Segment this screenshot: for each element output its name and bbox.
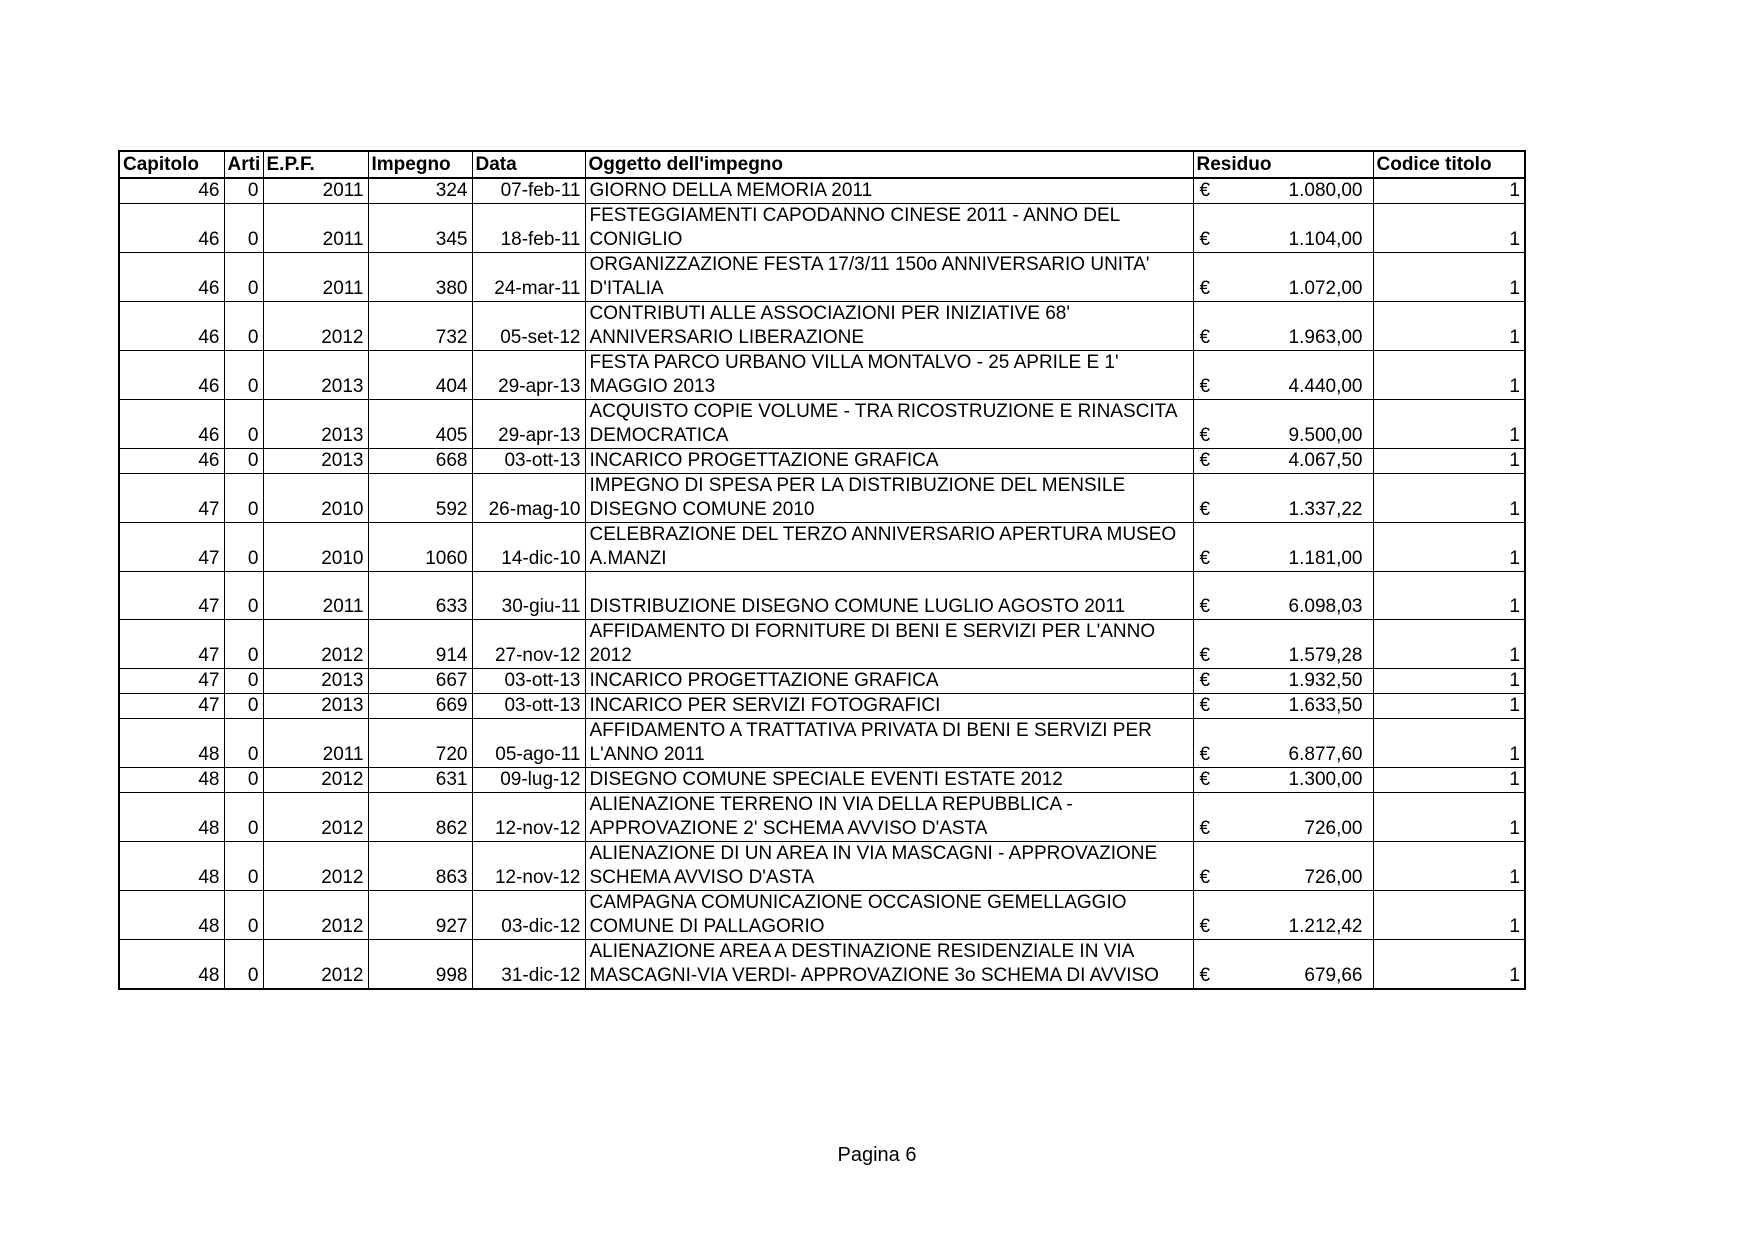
cell-data: 14-dic-10 bbox=[472, 523, 585, 572]
residuo-value bbox=[1200, 228, 1363, 252]
currency-symbol: € bbox=[1199, 695, 1211, 716]
cell-data: 29-apr-13 bbox=[472, 351, 585, 400]
cell-articolo: 0 bbox=[224, 178, 263, 204]
cell-residuo bbox=[1193, 940, 1373, 990]
impegni-table bbox=[118, 150, 1526, 990]
cell-data: 09-lug-12 bbox=[472, 768, 585, 793]
cell-oggetto: ALIENAZIONE DI UN AREA IN VIA MASCAGNI - APPROVAZIONE SCHEMA AVVISO D'ASTA bbox=[585, 842, 1193, 891]
table-row bbox=[119, 253, 1525, 302]
cell-data: 12-nov-12 bbox=[472, 793, 585, 842]
residuo-amount: 1.633,50 bbox=[1288, 695, 1363, 716]
cell-residuo bbox=[1193, 302, 1373, 351]
cell-data: 03-ott-13 bbox=[472, 449, 585, 474]
cell-articolo: 0 bbox=[224, 940, 263, 990]
currency-symbol: € bbox=[1199, 548, 1211, 569]
cell-oggetto: AFFIDAMENTO DI FORNITURE DI BENI E SERVIZI PER L'ANNO 2012 bbox=[585, 620, 1193, 669]
currency-symbol: € bbox=[1199, 867, 1211, 888]
cell-impegno: 404 bbox=[368, 351, 472, 400]
cell-capitolo: 48 bbox=[119, 891, 224, 940]
cell-impegno: 927 bbox=[368, 891, 472, 940]
residuo-value bbox=[1200, 694, 1363, 718]
cell-data: 03-ott-13 bbox=[472, 669, 585, 694]
residuo-amount: 1.337,22 bbox=[1288, 499, 1363, 520]
cell-residuo bbox=[1193, 842, 1373, 891]
cell-epf: 2012 bbox=[263, 891, 368, 940]
residuo-amount: 4.067,50 bbox=[1288, 450, 1363, 471]
cell-impegno: 998 bbox=[368, 940, 472, 990]
cell-residuo bbox=[1193, 572, 1373, 620]
cell-capitolo: 46 bbox=[119, 302, 224, 351]
cell-articolo: 0 bbox=[224, 523, 263, 572]
cell-capitolo: 48 bbox=[119, 768, 224, 793]
cell-articolo: 0 bbox=[224, 351, 263, 400]
cell-residuo bbox=[1193, 719, 1373, 768]
cell-capitolo: 48 bbox=[119, 793, 224, 842]
cell-residuo bbox=[1193, 474, 1373, 523]
cell-oggetto: CELEBRAZIONE DEL TERZO ANNIVERSARIO APERTURA MUSEO A.MANZI bbox=[585, 523, 1193, 572]
residuo-value bbox=[1200, 326, 1363, 350]
currency-symbol: € bbox=[1199, 376, 1211, 397]
cell-oggetto: DISEGNO COMUNE SPECIALE EVENTI ESTATE 2012 bbox=[585, 768, 1193, 793]
cell-codice: 1 bbox=[1373, 572, 1525, 620]
cell-capitolo: 46 bbox=[119, 204, 224, 253]
cell-impegno: 592 bbox=[368, 474, 472, 523]
cell-epf: 2011 bbox=[263, 204, 368, 253]
currency-symbol: € bbox=[1199, 596, 1211, 617]
cell-codice: 1 bbox=[1373, 302, 1525, 351]
residuo-amount: 726,00 bbox=[1304, 867, 1363, 888]
cell-residuo bbox=[1193, 204, 1373, 253]
cell-oggetto: FESTEGGIAMENTI CAPODANNO CINESE 2011 - ANNO DEL CONIGLIO bbox=[585, 204, 1193, 253]
residuo-value bbox=[1200, 277, 1363, 301]
cell-capitolo: 46 bbox=[119, 178, 224, 204]
cell-epf: 2013 bbox=[263, 400, 368, 449]
residuo-amount: 1.181,00 bbox=[1288, 548, 1363, 569]
cell-articolo: 0 bbox=[224, 891, 263, 940]
cell-epf: 2012 bbox=[263, 302, 368, 351]
cell-oggetto: INCARICO PROGETTAZIONE GRAFICA bbox=[585, 669, 1193, 694]
currency-symbol: € bbox=[1199, 180, 1211, 201]
cell-capitolo: 47 bbox=[119, 523, 224, 572]
table-body bbox=[119, 178, 1525, 989]
residuo-value bbox=[1200, 547, 1363, 571]
currency-symbol: € bbox=[1199, 965, 1211, 986]
cell-epf: 2012 bbox=[263, 940, 368, 990]
cell-data: 24-mar-11 bbox=[472, 253, 585, 302]
cell-codice: 1 bbox=[1373, 940, 1525, 990]
cell-articolo: 0 bbox=[224, 204, 263, 253]
cell-residuo bbox=[1193, 694, 1373, 719]
residuo-value bbox=[1200, 915, 1363, 939]
residuo-amount: 1.080,00 bbox=[1288, 180, 1363, 201]
residuo-value bbox=[1200, 449, 1363, 473]
cell-codice: 1 bbox=[1373, 891, 1525, 940]
cell-codice: 1 bbox=[1373, 694, 1525, 719]
residuo-value bbox=[1200, 375, 1363, 399]
residuo-value bbox=[1200, 179, 1363, 203]
cell-data: 12-nov-12 bbox=[472, 842, 585, 891]
cell-residuo bbox=[1193, 400, 1373, 449]
residuo-value bbox=[1200, 644, 1363, 668]
cell-articolo: 0 bbox=[224, 793, 263, 842]
cell-oggetto: AFFIDAMENTO A TRATTATIVA PRIVATA DI BENI E SERVIZI PER L'ANNO 2011 bbox=[585, 719, 1193, 768]
cell-impegno: 862 bbox=[368, 793, 472, 842]
cell-capitolo: 47 bbox=[119, 572, 224, 620]
header-impegno: Impegno bbox=[368, 151, 472, 178]
cell-capitolo: 46 bbox=[119, 253, 224, 302]
table-row bbox=[119, 694, 1525, 719]
residuo-amount: 679,66 bbox=[1304, 965, 1363, 986]
cell-capitolo: 48 bbox=[119, 842, 224, 891]
cell-data: 03-ott-13 bbox=[472, 694, 585, 719]
cell-capitolo: 47 bbox=[119, 669, 224, 694]
cell-epf: 2010 bbox=[263, 523, 368, 572]
cell-articolo: 0 bbox=[224, 302, 263, 351]
cell-oggetto: ORGANIZZAZIONE FESTA 17/3/11 150o ANNIVERSARIO UNITA' D'ITALIA bbox=[585, 253, 1193, 302]
cell-oggetto: FESTA PARCO URBANO VILLA MONTALVO - 25 APRILE E 1' MAGGIO 2013 bbox=[585, 351, 1193, 400]
residuo-amount: 1.963,00 bbox=[1288, 327, 1363, 348]
cell-articolo: 0 bbox=[224, 620, 263, 669]
header-oggetto: Oggetto dell'impegno bbox=[585, 151, 1193, 178]
currency-symbol: € bbox=[1199, 645, 1211, 666]
residuo-amount: 1.212,42 bbox=[1288, 916, 1363, 937]
cell-impegno: 720 bbox=[368, 719, 472, 768]
cell-data: 03-dic-12 bbox=[472, 891, 585, 940]
cell-capitolo: 48 bbox=[119, 719, 224, 768]
table-row bbox=[119, 523, 1525, 572]
residuo-value bbox=[1200, 866, 1363, 890]
cell-oggetto: ACQUISTO COPIE VOLUME - TRA RICOSTRUZIONE E RINASCITA DEMOCRATICA bbox=[585, 400, 1193, 449]
cell-epf: 2011 bbox=[263, 572, 368, 620]
currency-symbol: € bbox=[1199, 425, 1211, 446]
cell-articolo: 0 bbox=[224, 719, 263, 768]
residuo-amount: 4.440,00 bbox=[1288, 376, 1363, 397]
currency-symbol: € bbox=[1199, 327, 1211, 348]
cell-codice: 1 bbox=[1373, 474, 1525, 523]
cell-capitolo: 46 bbox=[119, 351, 224, 400]
cell-capitolo: 47 bbox=[119, 620, 224, 669]
cell-impegno: 631 bbox=[368, 768, 472, 793]
cell-capitolo: 48 bbox=[119, 940, 224, 990]
page-number: Pagina 6 bbox=[837, 1144, 917, 1166]
cell-epf: 2010 bbox=[263, 474, 368, 523]
currency-symbol: € bbox=[1199, 769, 1211, 790]
cell-epf: 2012 bbox=[263, 620, 368, 669]
cell-codice: 1 bbox=[1373, 449, 1525, 474]
cell-capitolo: 47 bbox=[119, 694, 224, 719]
table-header bbox=[119, 151, 1525, 178]
cell-capitolo: 46 bbox=[119, 400, 224, 449]
cell-epf: 2013 bbox=[263, 669, 368, 694]
table-row bbox=[119, 178, 1525, 204]
currency-symbol: € bbox=[1199, 744, 1211, 765]
cell-data: 30-giu-11 bbox=[472, 572, 585, 620]
cell-oggetto: INCARICO PROGETTAZIONE GRAFICA bbox=[585, 449, 1193, 474]
table-row bbox=[119, 620, 1525, 669]
header-residuo: Residuo bbox=[1193, 151, 1373, 178]
currency-symbol: € bbox=[1199, 499, 1211, 520]
residuo-amount: 1.300,00 bbox=[1288, 769, 1363, 790]
cell-codice: 1 bbox=[1373, 669, 1525, 694]
cell-codice: 1 bbox=[1373, 620, 1525, 669]
cell-codice: 1 bbox=[1373, 842, 1525, 891]
residuo-value bbox=[1200, 424, 1363, 448]
residuo-amount: 726,00 bbox=[1304, 818, 1363, 839]
cell-capitolo: 47 bbox=[119, 474, 224, 523]
cell-codice: 1 bbox=[1373, 204, 1525, 253]
cell-codice: 1 bbox=[1373, 253, 1525, 302]
residuo-value bbox=[1200, 595, 1363, 619]
currency-symbol: € bbox=[1199, 450, 1211, 471]
table-row bbox=[119, 474, 1525, 523]
cell-impegno: 380 bbox=[368, 253, 472, 302]
cell-articolo: 0 bbox=[224, 253, 263, 302]
table-row bbox=[119, 669, 1525, 694]
cell-impegno: 405 bbox=[368, 400, 472, 449]
cell-epf: 2013 bbox=[263, 449, 368, 474]
cell-data: 29-apr-13 bbox=[472, 400, 585, 449]
table-row bbox=[119, 302, 1525, 351]
cell-data: 27-nov-12 bbox=[472, 620, 585, 669]
cell-impegno: 1060 bbox=[368, 523, 472, 572]
cell-impegno: 668 bbox=[368, 449, 472, 474]
cell-articolo: 0 bbox=[224, 842, 263, 891]
residuo-value bbox=[1200, 498, 1363, 522]
cell-impegno: 345 bbox=[368, 204, 472, 253]
cell-oggetto: IMPEGNO DI SPESA PER LA DISTRIBUZIONE DEL MENSILE DISEGNO COMUNE 2010 bbox=[585, 474, 1193, 523]
cell-epf: 2011 bbox=[263, 253, 368, 302]
cell-residuo bbox=[1193, 793, 1373, 842]
table-row bbox=[119, 351, 1525, 400]
header-data: Data bbox=[472, 151, 585, 178]
cell-oggetto: INCARICO PER SERVIZI FOTOGRAFICI bbox=[585, 694, 1193, 719]
cell-oggetto: CAMPAGNA COMUNICAZIONE OCCASIONE GEMELLAGGIO COMUNE DI PALLAGORIO bbox=[585, 891, 1193, 940]
cell-residuo bbox=[1193, 768, 1373, 793]
cell-data: 26-mag-10 bbox=[472, 474, 585, 523]
residuo-amount: 6.098,03 bbox=[1288, 596, 1363, 617]
cell-articolo: 0 bbox=[224, 449, 263, 474]
header-capitolo: Capitolo bbox=[119, 151, 224, 178]
cell-epf: 2012 bbox=[263, 793, 368, 842]
cell-codice: 1 bbox=[1373, 523, 1525, 572]
cell-data: 31-dic-12 bbox=[472, 940, 585, 990]
header-codice: Codice titolo bbox=[1373, 151, 1525, 178]
cell-oggetto: GIORNO DELLA MEMORIA 2011 bbox=[585, 178, 1193, 204]
cell-epf: 2012 bbox=[263, 842, 368, 891]
cell-residuo bbox=[1193, 351, 1373, 400]
table-row bbox=[119, 572, 1525, 620]
table-row bbox=[119, 400, 1525, 449]
cell-oggetto: ALIENAZIONE AREA A DESTINAZIONE RESIDENZIALE IN VIA MASCAGNI-VIA VERDI- APPROVAZIONE 3o SCHEMA DI AVVISO bbox=[585, 940, 1193, 990]
cell-articolo: 0 bbox=[224, 400, 263, 449]
residuo-value bbox=[1200, 669, 1363, 693]
residuo-amount: 1.579,28 bbox=[1288, 645, 1363, 666]
cell-articolo: 0 bbox=[224, 474, 263, 523]
cell-residuo bbox=[1193, 449, 1373, 474]
cell-residuo bbox=[1193, 253, 1373, 302]
cell-codice: 1 bbox=[1373, 400, 1525, 449]
cell-residuo bbox=[1193, 891, 1373, 940]
cell-impegno: 732 bbox=[368, 302, 472, 351]
cell-articolo: 0 bbox=[224, 768, 263, 793]
cell-impegno: 914 bbox=[368, 620, 472, 669]
cell-data: 07-feb-11 bbox=[472, 178, 585, 204]
cell-residuo bbox=[1193, 669, 1373, 694]
cell-epf: 2013 bbox=[263, 694, 368, 719]
cell-codice: 1 bbox=[1373, 719, 1525, 768]
table-row bbox=[119, 842, 1525, 891]
table-row bbox=[119, 449, 1525, 474]
residuo-amount: 1.104,00 bbox=[1288, 229, 1363, 250]
header-epf: E.P.F. bbox=[263, 151, 368, 178]
residuo-value bbox=[1200, 964, 1363, 988]
cell-residuo bbox=[1193, 620, 1373, 669]
table-row bbox=[119, 204, 1525, 253]
currency-symbol: € bbox=[1199, 818, 1211, 839]
cell-epf: 2012 bbox=[263, 768, 368, 793]
header-row bbox=[119, 151, 1525, 178]
cell-articolo: 0 bbox=[224, 572, 263, 620]
cell-articolo: 0 bbox=[224, 694, 263, 719]
currency-symbol: € bbox=[1199, 278, 1211, 299]
residuo-value bbox=[1200, 768, 1363, 792]
residuo-value bbox=[1200, 817, 1363, 841]
header-articolo: Arti bbox=[224, 151, 263, 178]
table-row bbox=[119, 768, 1525, 793]
cell-impegno: 324 bbox=[368, 178, 472, 204]
cell-impegno: 633 bbox=[368, 572, 472, 620]
residuo-amount: 1.932,50 bbox=[1288, 670, 1363, 691]
cell-residuo bbox=[1193, 523, 1373, 572]
residuo-value bbox=[1200, 743, 1363, 767]
table-row bbox=[119, 719, 1525, 768]
cell-epf: 2011 bbox=[263, 719, 368, 768]
currency-symbol: € bbox=[1199, 670, 1211, 691]
table-row bbox=[119, 891, 1525, 940]
cell-capitolo: 46 bbox=[119, 449, 224, 474]
table-row bbox=[119, 940, 1525, 990]
currency-symbol: € bbox=[1199, 229, 1211, 250]
residuo-amount: 9.500,00 bbox=[1288, 425, 1363, 446]
cell-epf: 2011 bbox=[263, 178, 368, 204]
cell-codice: 1 bbox=[1373, 793, 1525, 842]
cell-data: 05-ago-11 bbox=[472, 719, 585, 768]
cell-oggetto: CONTRIBUTI ALLE ASSOCIAZIONI PER INIZIATIVE 68' ANNIVERSARIO LIBERAZIONE bbox=[585, 302, 1193, 351]
cell-residuo bbox=[1193, 178, 1373, 204]
cell-codice: 1 bbox=[1373, 178, 1525, 204]
cell-articolo: 0 bbox=[224, 669, 263, 694]
cell-epf: 2013 bbox=[263, 351, 368, 400]
residuo-amount: 6.877,60 bbox=[1288, 744, 1363, 765]
currency-symbol: € bbox=[1199, 916, 1211, 937]
cell-impegno: 669 bbox=[368, 694, 472, 719]
cell-oggetto: DISTRIBUZIONE DISEGNO COMUNE LUGLIO AGOSTO 2011 bbox=[585, 572, 1193, 620]
residuo-amount: 1.072,00 bbox=[1288, 278, 1363, 299]
cell-impegno: 667 bbox=[368, 669, 472, 694]
cell-oggetto: ALIENAZIONE TERRENO IN VIA DELLA REPUBBLICA - APPROVAZIONE 2' SCHEMA AVVISO D'ASTA bbox=[585, 793, 1193, 842]
cell-data: 05-set-12 bbox=[472, 302, 585, 351]
cell-impegno: 863 bbox=[368, 842, 472, 891]
cell-codice: 1 bbox=[1373, 768, 1525, 793]
table-row bbox=[119, 793, 1525, 842]
cell-data: 18-feb-11 bbox=[472, 204, 585, 253]
cell-codice: 1 bbox=[1373, 351, 1525, 400]
